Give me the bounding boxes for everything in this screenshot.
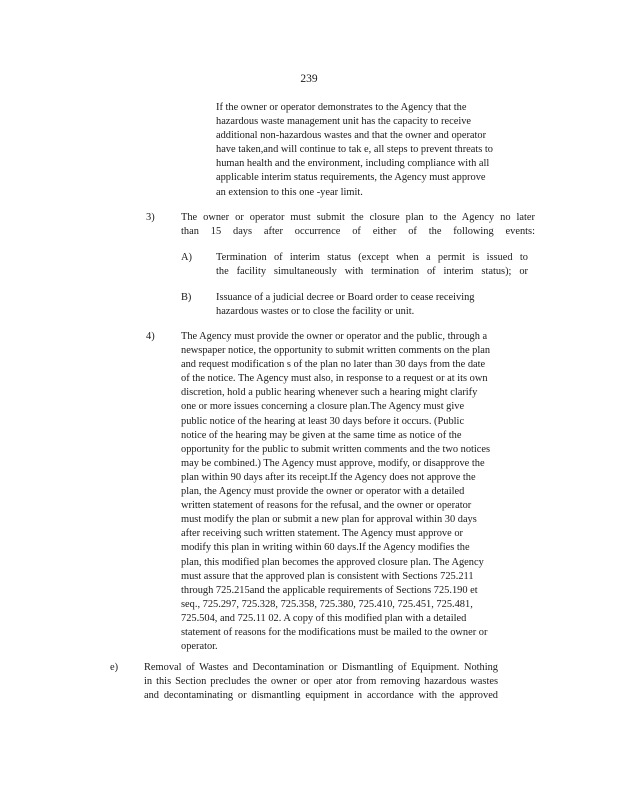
text-line: notice of the hearing may be given at the same time as notice of the <box>181 429 462 441</box>
item-4-paragraph <box>181 330 537 654</box>
text-line: seq., 725.297, 725.328, 725.358, 725.380, 725.410, 725.451, 725.481, <box>181 598 473 610</box>
text-line: discretion, hold a public hearing whenever such a hearing might clarify <box>181 387 478 399</box>
text-line: 725.504, and 725.11 02. A copy of this modified plan with a detailed <box>181 612 467 624</box>
text-line: opportunity for the public to submit written comments and the two notices <box>181 443 491 455</box>
text-line: and decontaminating or dismantling equipment in accordance with the approved <box>144 690 498 702</box>
text-line: one or more issues concerning a closure plan.The Agency must give <box>181 401 465 413</box>
text-line: applicable interim status requirements, the Agency must approve <box>216 172 486 184</box>
text-line: statement of reasons for the modifications must be mailed to the owner or <box>181 626 488 638</box>
text-line: plan, the Agency must provide the owner or operator with a detailed <box>181 486 465 498</box>
text-line: modify this plan in writing within 60 days.If the Agency modifies the <box>181 542 470 554</box>
text-line: plan within 90 days after its receipt.If the Agency does not approve the <box>181 471 476 483</box>
subitem-b-paragraph <box>216 291 508 319</box>
text-line: public notice of the hearing at least 30 days before it occurs. (Public <box>181 415 465 427</box>
text-line: may be combined.) The Agency must approve, modify, or disapprove the <box>181 457 485 469</box>
item-3-paragraph <box>181 211 535 239</box>
text-line: the facility simultaneously with termination of interim status); or <box>216 266 528 278</box>
text-line: additional non-hazardous wastes and that the owner and operator <box>216 130 487 142</box>
text-line: after receiving such written statement. The Agency must approve or <box>181 528 463 540</box>
section-e-paragraph <box>144 661 498 703</box>
section-e-label: e) <box>110 662 119 673</box>
text-line: The Agency must provide the owner or operator and the public, through a <box>181 331 488 342</box>
text-line: hazardous wastes or to close the facility or unit. <box>216 306 415 318</box>
text-line: newspaper notice, the opportunity to submit written comments on the plan <box>181 345 491 357</box>
text-line: operator. <box>181 641 218 653</box>
text-line: plan, this modified plan becomes the approved closure plan. The Agency <box>181 556 484 568</box>
text-line: of the notice. The Agency must also, in response to a request or at its own <box>181 373 488 385</box>
text-line: must assure that the approved plan is consistent with Sections 725.211 <box>181 570 474 582</box>
item-4-label: 4) <box>146 331 155 342</box>
text-line: and request modification s of the plan no later than 30 days from the date <box>181 359 486 371</box>
text-line: in this Section precludes the owner or oper ator from removing hazardous wastes <box>144 676 498 688</box>
page-number: 239 <box>300 73 318 85</box>
text-line: If the owner or operator demonstrates to the Agency that the <box>216 102 467 113</box>
subitem-a-label: A) <box>181 252 192 263</box>
continuation-paragraph <box>216 101 532 200</box>
text-line: through 725.215and the applicable requirements of Sections 725.190 et <box>181 584 478 596</box>
text-line: Removal of Wastes and Decontamination or Dismantling of Equipment. Nothing <box>144 662 498 673</box>
subitem-b-label: B) <box>181 292 192 303</box>
subitem-a-paragraph <box>216 251 528 279</box>
text-line: The owner or operator must submit the closure plan to the Agency no later <box>181 212 535 223</box>
text-line: human health and the environment, including compliance with all <box>216 158 490 170</box>
text-line: written statement of reasons for the refusal, and the owner or operator <box>181 500 472 512</box>
text-line: must modify the plan or submit a new plan for approval within 30 days <box>181 514 477 526</box>
text-line: have taken,and will continue to tak e, all steps to prevent threats to <box>216 144 494 156</box>
text-line: an extension to this one -year limit. <box>216 186 363 198</box>
text-line: Issuance of a judicial decree or Board order to cease receiving <box>216 292 475 303</box>
text-line: Termination of interim status (except when a permit is issued to <box>216 252 528 263</box>
text-line: hazardous waste management unit has the capacity to receive <box>216 116 472 128</box>
item-3-label: 3) <box>146 212 155 223</box>
text-line: than 15 days after occurrence of either of the following events: <box>181 226 535 238</box>
